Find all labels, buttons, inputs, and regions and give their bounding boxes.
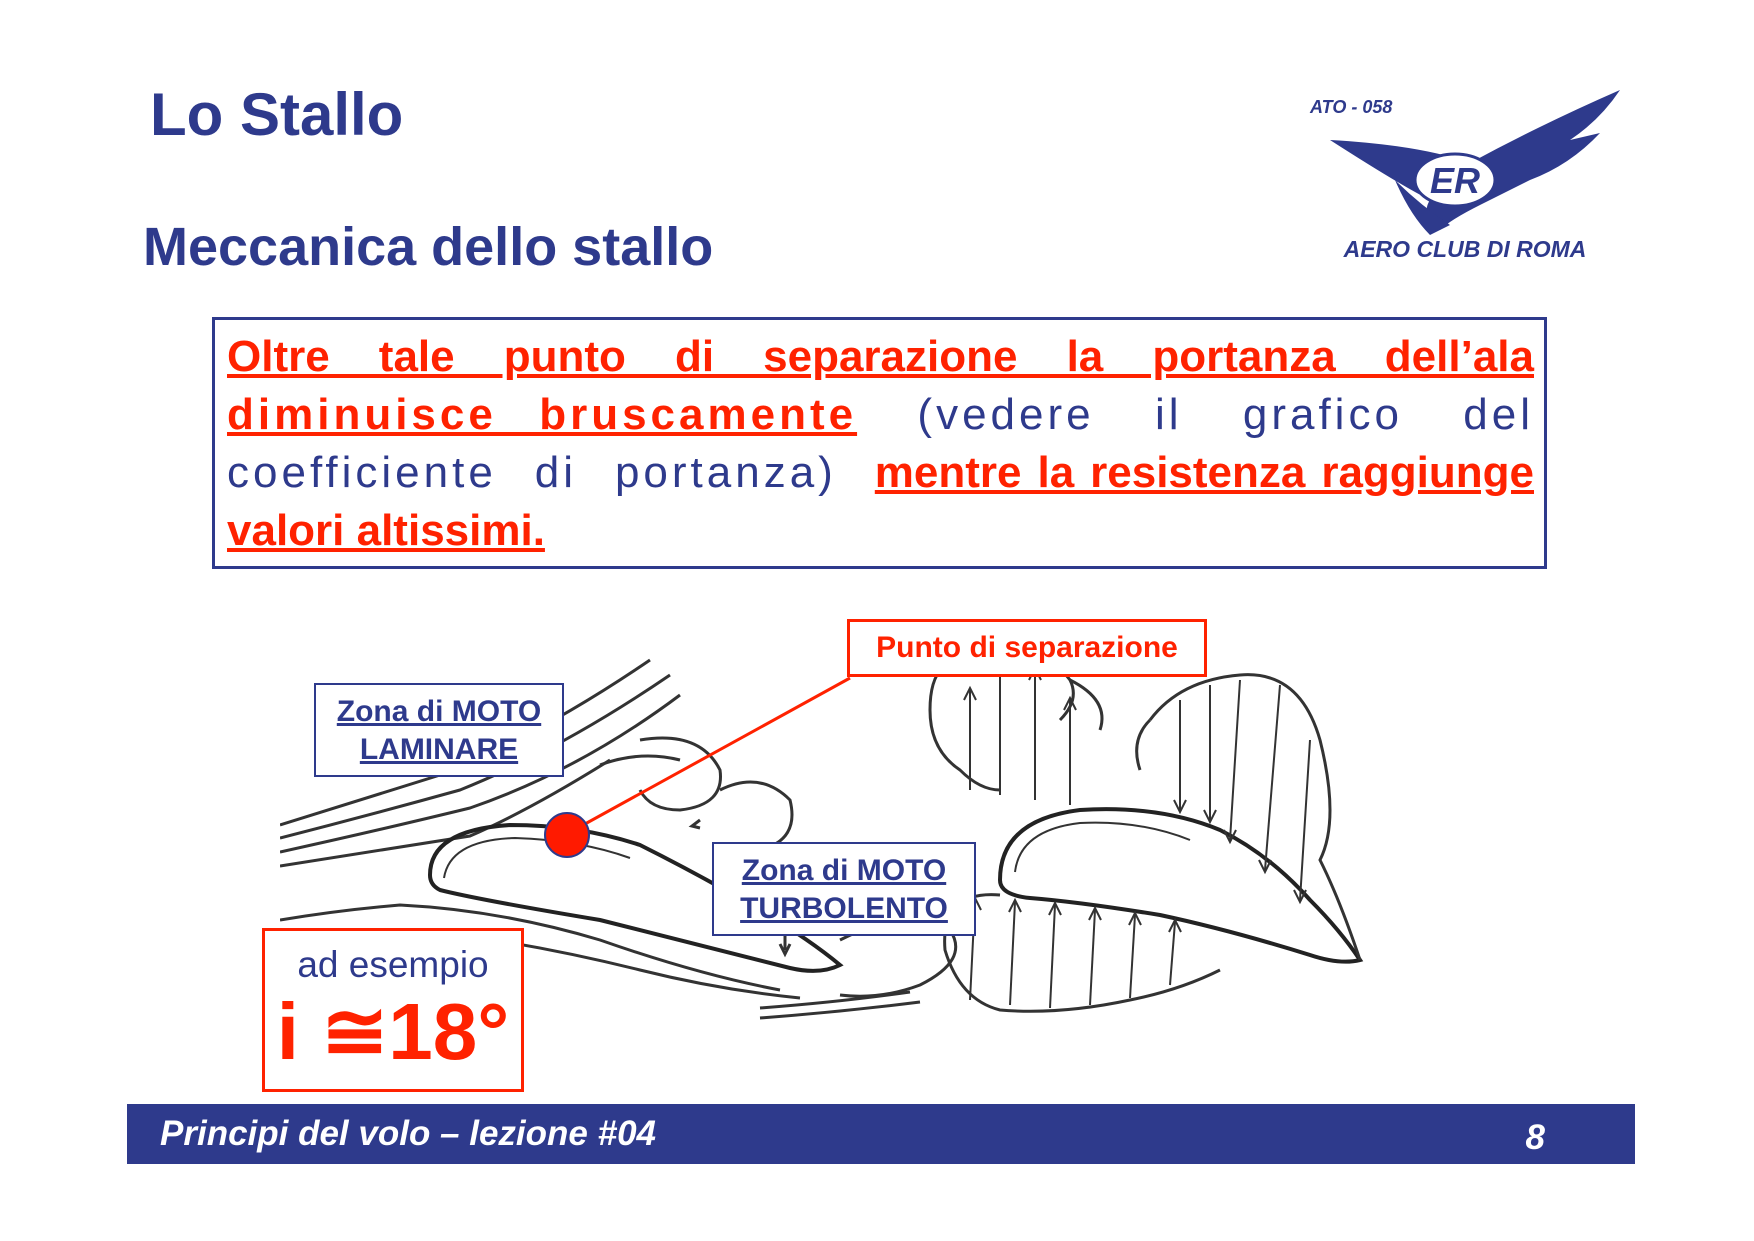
page-number: 8 <box>1525 1118 1545 1157</box>
separation-point-marker <box>545 813 589 857</box>
aero-club-logo <box>1300 85 1630 275</box>
right-airfoil-pressure <box>930 653 1360 1011</box>
turbulent-label-line2: TURBOLENTO <box>740 892 948 925</box>
laminar-label-line1: Zona di MOTO <box>336 695 542 728</box>
footer-bar <box>127 1104 1635 1164</box>
turbulent-label-line1: Zona di MOTO <box>741 854 947 887</box>
logo-monogram: ER <box>1429 160 1481 201</box>
explanation-text <box>227 328 1534 560</box>
laminar-label-line2: LAMINARE <box>359 733 519 766</box>
separation-point-label: Punto di separazione <box>847 619 1207 677</box>
laminar-zone-label <box>314 683 564 777</box>
explanation-part1: Oltre tale punto di separazione la portanza dell’ala <box>227 332 1534 381</box>
slide-title: Lo Stallo <box>150 81 404 148</box>
turbulent-zone-label <box>712 842 976 936</box>
example-angle-value: i ≅18° <box>276 987 510 1076</box>
eagle-logo-icon <box>1300 85 1630 275</box>
logo-name: AERO CLUB DI ROMA <box>1343 236 1587 262</box>
explanation-box <box>212 317 1547 569</box>
footer-lesson-title: Principi del volo – lezione #04 <box>160 1114 656 1153</box>
separation-leader-line <box>565 678 850 835</box>
slide-subtitle: Meccanica dello stallo <box>143 217 714 277</box>
example-box <box>262 928 524 1092</box>
explanation-part4: mentre la resistenza raggiunge valori altissimi. <box>227 448 1534 555</box>
explanation-part3: (vedere il grafico del coefficiente di portanza) <box>227 390 1534 497</box>
explanation-part2: diminuisce bruscamente <box>227 390 858 439</box>
logo-code: ATO - 058 <box>1310 97 1393 117</box>
example-label: ad esempio <box>297 944 489 985</box>
